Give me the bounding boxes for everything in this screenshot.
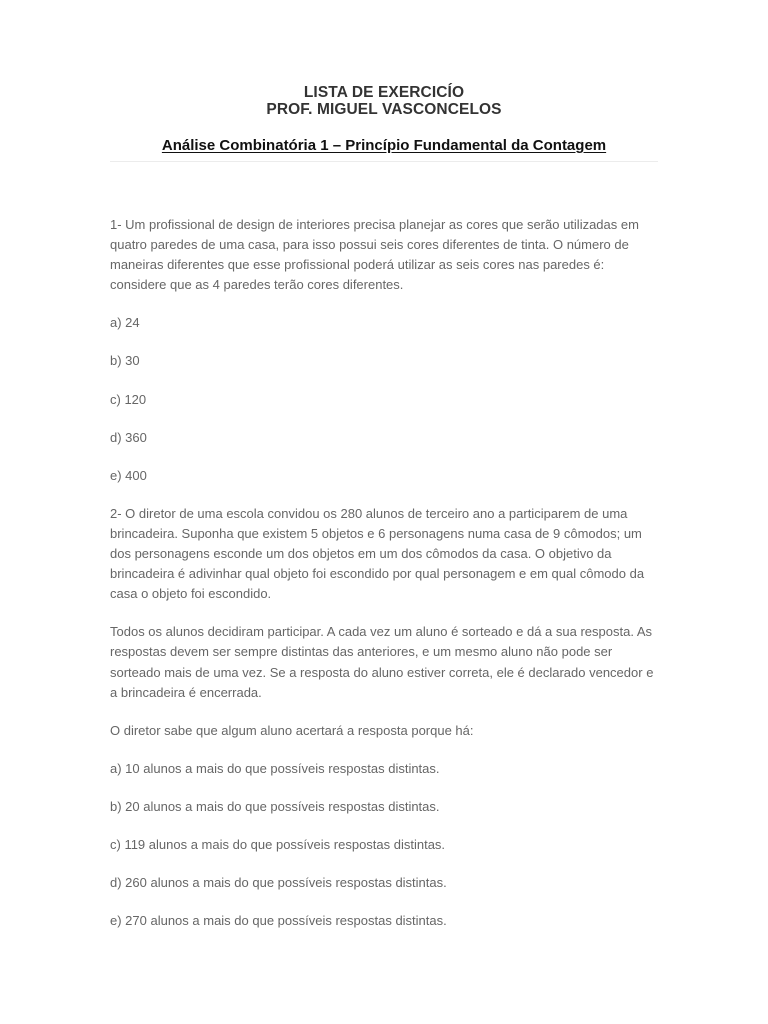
question-2-prompt: O diretor sabe que algum aluno acertará a resposta porque há: <box>110 722 474 738</box>
question-1-text: 1- Um profissional de design de interiores precisa planejar as cores que serão utilizadas em quatro paredes de uma casa, para isso possui seis cores diferentes de tinta. O número de maneiras diferentes que esse profissional poderá utilizar as seis cores nas paredes é: considere que as 4 paredes terão cores diferentes. <box>110 217 639 293</box>
question-2-paragraph-1: 2- O diretor de uma escola convidou os 280 alunos de terceiro ano a participarem de uma brincadeira. Suponha que existem 5 objetos e 6 personagens numa casa de 9 cômodos; um dos personagens esconde um dos objetos em um dos cômodos da casa. O objetivo da brincadeira é adivinhar qual objeto foi escondido por qual personagem e em qual cômodo da casa o objeto foi escondido. <box>110 505 645 602</box>
question-2-option-e: e) 270 alunos a mais do que possíveis respostas distintas. <box>110 913 447 929</box>
question-2-option-a: a) 10 alunos a mais do que possíveis respostas distintas. <box>110 760 440 776</box>
list-title: LISTA DE EXERCICÍO <box>303 84 465 101</box>
question-1-option-b: b) 30 <box>110 353 140 369</box>
topic-heading <box>110 137 658 155</box>
question-2-option-b: b) 20 alunos a mais do que possíveis respostas distintas. <box>110 798 440 814</box>
question-2-paragraph-2: Todos os alunos decidiram participar. A cada vez um aluno é sorteado e dá a sua resposta. As respostas devem ser sempre distintas das anteriores, e um mesmo aluno não pode ser sorteado mais de uma vez. Se a resposta do aluno estiver correta, ele é declarado vencedor e a brincadeira é encerrada. <box>110 624 654 700</box>
question-1-option-a: a) 24 <box>110 315 140 331</box>
document-header <box>110 84 658 118</box>
header-divider <box>110 161 658 162</box>
question-1-option-d: d) 360 <box>110 429 147 445</box>
question-2-option-c: c) 119 alunos a mais do que possíveis respostas distintas. <box>110 836 446 852</box>
teacher-name: PROF. MIGUEL VASCONCELOS <box>266 101 502 118</box>
document-body <box>110 215 658 949</box>
topic-heading-text: Análise Combinatória 1 – Princípio Fundamental da Contagem <box>161 137 607 154</box>
question-2-option-d: d) 260 alunos a mais do que possíveis respostas distintas. <box>110 875 447 891</box>
question-1-option-c: c) 120 <box>110 391 147 407</box>
question-1-option-e: e) 400 <box>110 467 147 483</box>
